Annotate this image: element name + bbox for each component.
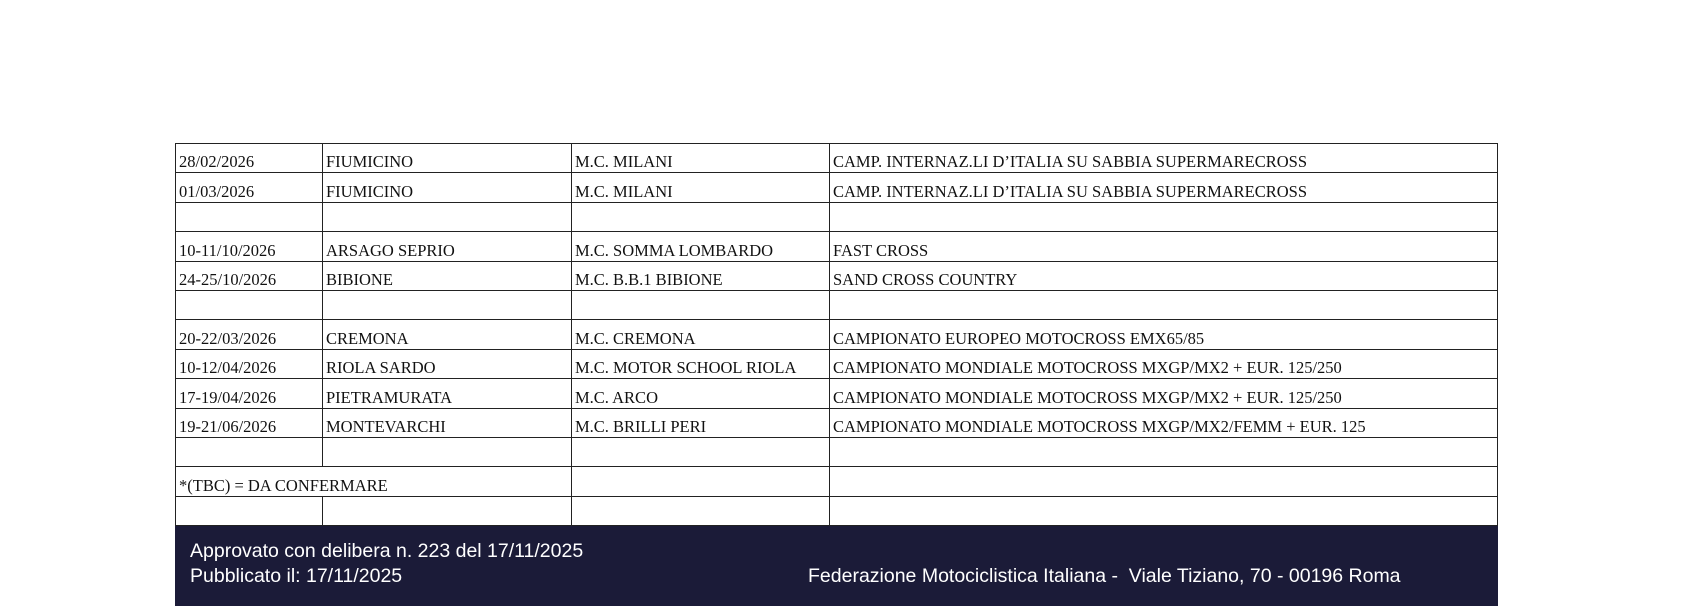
event-cell: CAMPIONATO MONDIALE MOTOCROSS MXGP/MX2 + EUR. 125/250 (830, 379, 1498, 408)
place-cell: BIBIONE (323, 261, 572, 290)
date-cell (176, 290, 323, 319)
place-cell: RIOLA SARDO (323, 349, 572, 378)
event-cell: CAMPIONATO MONDIALE MOTOCROSS MXGP/MX2 + EUR. 125/250 (830, 349, 1498, 378)
event-cell (830, 437, 1498, 466)
table-row (176, 379, 1498, 408)
club-cell: M.C. MILANI (572, 144, 830, 173)
club-cell: M.C. CREMONA (572, 320, 830, 349)
table-row (176, 496, 1498, 525)
table-row (176, 320, 1498, 349)
event-cell: SAND CROSS COUNTRY (830, 261, 1498, 290)
date-cell (176, 496, 323, 525)
event-cell: CAMPIONATO EUROPEO MOTOCROSS EMX65/85 (830, 320, 1498, 349)
club-cell: M.C. SOMMA LOMBARDO (572, 232, 830, 261)
date-cell: 17-19/04/2026 (176, 379, 323, 408)
event-cell (830, 202, 1498, 231)
place-cell: FIUMICINO (323, 144, 572, 173)
event-cell (830, 496, 1498, 525)
club-cell: M.C. MILANI (572, 173, 830, 202)
document-footer (175, 526, 1498, 606)
club-cell: M.C. MOTOR SCHOOL RIOLA (572, 349, 830, 378)
approval-text: Approvato con delibera n. 223 del 17/11/2025 (190, 540, 584, 563)
club-cell (572, 437, 830, 466)
date-cell: 10-12/04/2026 (176, 349, 323, 378)
club-cell (572, 202, 830, 231)
club-cell: M.C. ARCO (572, 379, 830, 408)
date-cell: 24-25/10/2026 (176, 261, 323, 290)
table-row (176, 261, 1498, 290)
table-row (176, 202, 1498, 231)
place-cell: MONTEVARCHI (323, 408, 572, 437)
table-row (176, 349, 1498, 378)
date-cell (176, 202, 323, 231)
table-row (176, 232, 1498, 261)
event-cell: FAST CROSS (830, 232, 1498, 261)
place-cell: ARSAGO SEPRIO (323, 232, 572, 261)
club-cell (572, 467, 830, 496)
table-row (176, 437, 1498, 466)
place-cell (323, 437, 572, 466)
event-cell: CAMPIONATO MONDIALE MOTOCROSS MXGP/MX2/FEMM + EUR. 125 (830, 408, 1498, 437)
event-cell: CAMP. INTERNAZ.LI D’ITALIA SU SABBIA SUPERMARECROSS (830, 173, 1498, 202)
club-cell: M.C. BRILLI PERI (572, 408, 830, 437)
table-row (176, 408, 1498, 437)
table-row (176, 290, 1498, 319)
event-cell (830, 290, 1498, 319)
place-cell: CREMONA (323, 320, 572, 349)
place-cell: PIETRAMURATA (323, 379, 572, 408)
event-cell: CAMP. INTERNAZ.LI D’ITALIA SU SABBIA SUPERMARECROSS (830, 144, 1498, 173)
note-row (176, 467, 1498, 496)
event-cell (830, 467, 1498, 496)
date-cell: 01/03/2026 (176, 173, 323, 202)
publication-date-text: Pubblicato il: 17/11/2025 (190, 565, 403, 588)
place-cell: FIUMICINO (323, 173, 572, 202)
events-table (175, 143, 1498, 526)
club-cell (572, 290, 830, 319)
club-cell: M.C. B.B.1 BIBIONE (572, 261, 830, 290)
date-cell: 28/02/2026 (176, 144, 323, 173)
club-cell (572, 496, 830, 525)
date-cell (176, 437, 323, 466)
place-cell (323, 290, 572, 319)
table-row (176, 173, 1498, 202)
federation-address-text: Federazione Motociclistica Italiana - Viale Tiziano, 70 - 00196 Roma (808, 565, 1401, 588)
date-cell: 19-21/06/2026 (176, 408, 323, 437)
date-cell: 10-11/10/2026 (176, 232, 323, 261)
date-cell: 20-22/03/2026 (176, 320, 323, 349)
place-cell (323, 202, 572, 231)
calendar-sheet (175, 143, 1498, 606)
tbc-note: *(TBC) = DA CONFERMARE (176, 467, 572, 496)
place-cell (323, 496, 572, 525)
table-row (176, 144, 1498, 173)
